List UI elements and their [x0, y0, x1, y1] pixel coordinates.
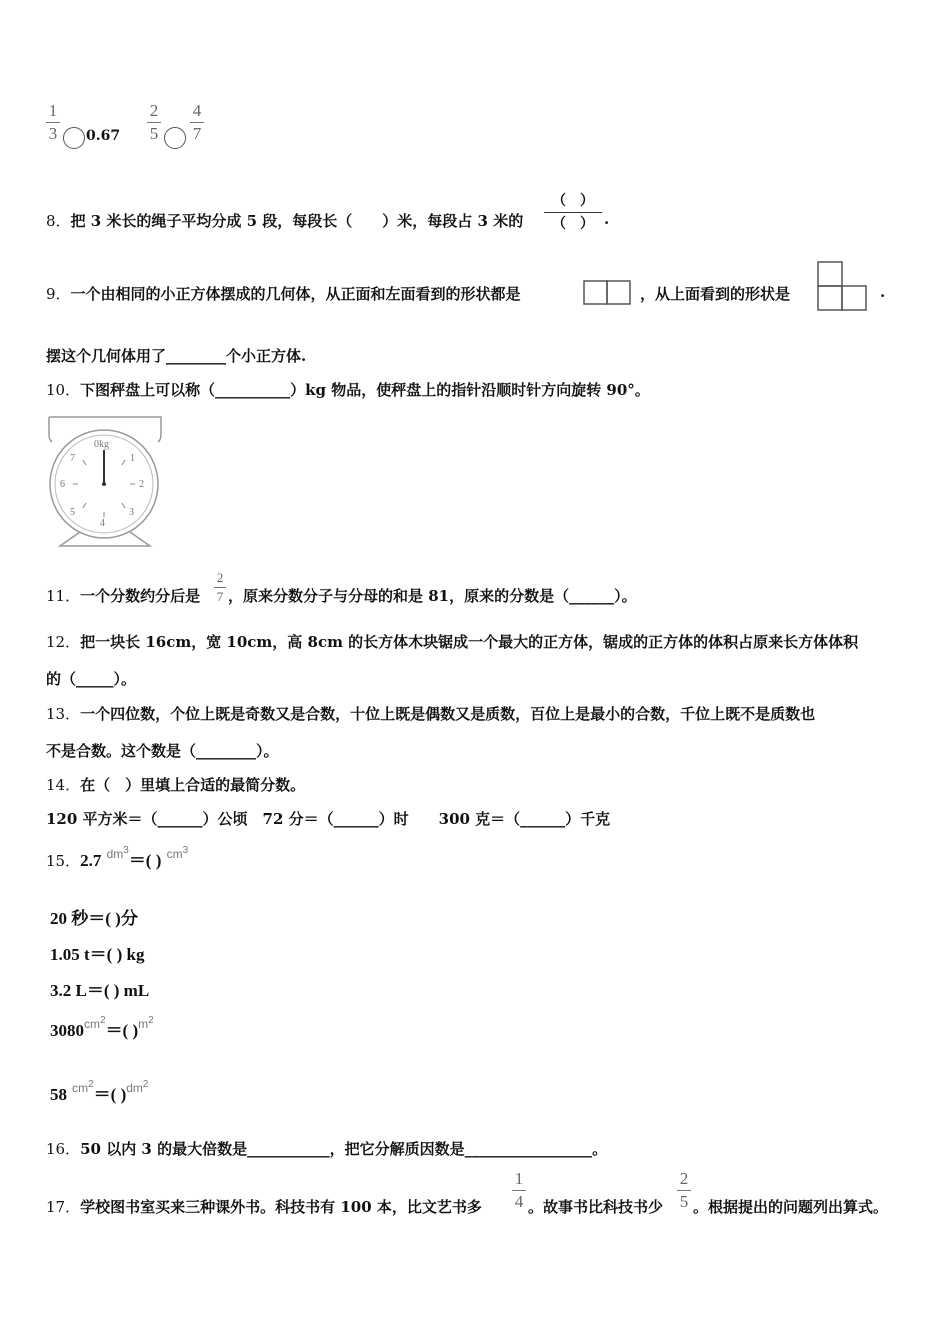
question-12: [46, 631, 858, 652]
numerator: 2: [679, 1169, 689, 1188]
denominator: 4: [514, 1192, 524, 1211]
question-15: [46, 846, 188, 871]
fraction-two-fifths: [147, 102, 161, 143]
fraction-two-sevenths: [214, 571, 226, 604]
question-text: 一个四位数，个位上既是奇数又是合数，十位上既是偶数又是质数，百位上是最小的合数，千位上既不是质数也: [80, 705, 816, 723]
question-text: 一个由相同的小正方体摆成的几何体，从正面和左面看到的形状都是: [70, 285, 521, 303]
numerator: 1: [514, 1169, 524, 1188]
value-0-67: 0.67: [86, 128, 121, 144]
denominator: 7: [216, 589, 224, 604]
numerator-blank[interactable]: （ ）: [552, 193, 594, 209]
unit: dm3: [106, 845, 129, 861]
denominator: 7: [192, 124, 202, 143]
fraction-one-quarter: [512, 1170, 526, 1211]
question-text: 把一块长 16cm，宽 10cm，高 8cm 的长方体木块锯成一个最大的正方体，锯成的正方体的体积占原来长方体体积: [80, 633, 859, 651]
question-text-2: ，从上面看到的形状是: [640, 285, 791, 303]
denominator-blank[interactable]: （ ）: [552, 216, 594, 232]
question-text-3: 。根据提出的问题列出算式。: [693, 1198, 889, 1216]
question-text: 下图秤盘上可以称（__________）kg 物品，使秤盘上的指针沿顺时针方向旋转 90°。: [80, 381, 650, 399]
question-9: [46, 283, 521, 304]
conversion-tons: 1.05 t＝( ) kg: [50, 945, 145, 964]
fraction-one-third: [46, 102, 60, 143]
question-text: 在（ ）里填上合适的最简分数。: [80, 776, 306, 794]
dial-label-1: 1: [130, 453, 135, 464]
question-number: 16．: [46, 1140, 81, 1158]
dial-label-7: 7: [70, 453, 75, 464]
top-view-shape: [817, 261, 869, 311]
question-17: [46, 1196, 482, 1217]
fraction-four-sevenths: [190, 102, 204, 143]
unit: cm3: [166, 845, 189, 861]
question-number: 13．: [46, 705, 81, 723]
question-13: [46, 703, 815, 724]
dial-label-6: 6: [60, 479, 65, 490]
denominator: 5: [679, 1192, 689, 1211]
period: .: [604, 210, 610, 228]
denominator: 3: [48, 124, 58, 143]
numerator: 2: [149, 101, 159, 120]
question-text: 把 3 米长的绳子平均分成 5 段，每段长（ ）米，每段占 3 米的: [70, 212, 524, 230]
question-10: [46, 379, 650, 400]
question-number: 17．: [46, 1198, 81, 1216]
question-number: 12．: [46, 633, 81, 651]
question-text-2: 。故事书比科技书少: [528, 1198, 664, 1216]
question-text: 学校图书室买来三种课外书。科技书有 100 本，比文艺书多: [80, 1198, 482, 1216]
question-number: 8．: [46, 212, 71, 230]
period: .: [880, 283, 886, 301]
question-number: 14．: [46, 776, 81, 794]
numerator: 4: [192, 101, 202, 120]
conversion-cm2-dm2: 58 $^{cm^2}$＝( )$^{dm^2}$: [50, 1079, 149, 1104]
dial-label-2: 2: [139, 479, 144, 490]
value: 2.7: [80, 851, 102, 870]
question-number: 11．: [46, 587, 81, 605]
question-14-line-2: 120 平方米＝（______）公顷 72 分＝（______）时 300 克＝（______）千克: [46, 810, 611, 828]
dial-label-3: 3: [129, 507, 134, 518]
question-8: [46, 210, 523, 231]
question-text-2: ，原来分数分子与分母的和是 81，原来的分数是（______）。: [228, 587, 637, 605]
conversion-cm2-m2: $3080^{cm^2}=$( )$^{m^2}$: [50, 1015, 154, 1040]
compare-circle[interactable]: [164, 127, 186, 149]
compare-circle[interactable]: [63, 127, 85, 149]
numerator: 1: [48, 101, 58, 120]
front-view-shape: [583, 280, 633, 306]
conversion-seconds: 20 秒＝( )分: [50, 909, 138, 928]
numerator: 2: [216, 570, 224, 585]
question-11: [46, 585, 200, 606]
fraction-two-fifths-q17: [677, 1170, 691, 1211]
denominator: 5: [149, 124, 159, 143]
question-14: [46, 774, 305, 795]
blank-fraction[interactable]: [544, 193, 602, 232]
question-13-line-2: 不是合数。这个数是（________）。: [46, 742, 279, 760]
question-16: [46, 1138, 607, 1159]
question-12-line-2: 的（_____）。: [46, 670, 137, 688]
question-text: 一个分数约分后是: [80, 587, 201, 605]
question-number: 10．: [46, 381, 81, 399]
question-number: 9．: [46, 285, 71, 303]
question-number: 15．: [46, 852, 81, 870]
scale-zero-label: 0kg: [94, 439, 109, 450]
equation-blank[interactable]: ＝( ): [128, 851, 162, 870]
scale-figure: [46, 414, 166, 548]
dial-label-5: 5: [70, 507, 75, 518]
dial-label-4: 4: [100, 518, 105, 529]
question-text: 50 以内 3 的最大倍数是___________，把它分解质因数是_________________。: [80, 1140, 608, 1158]
conversion-liters: 3.2 L＝( ) mL: [50, 981, 150, 1000]
question-9-line-2: 摆这个几何体用了________个小正方体.: [46, 347, 307, 365]
